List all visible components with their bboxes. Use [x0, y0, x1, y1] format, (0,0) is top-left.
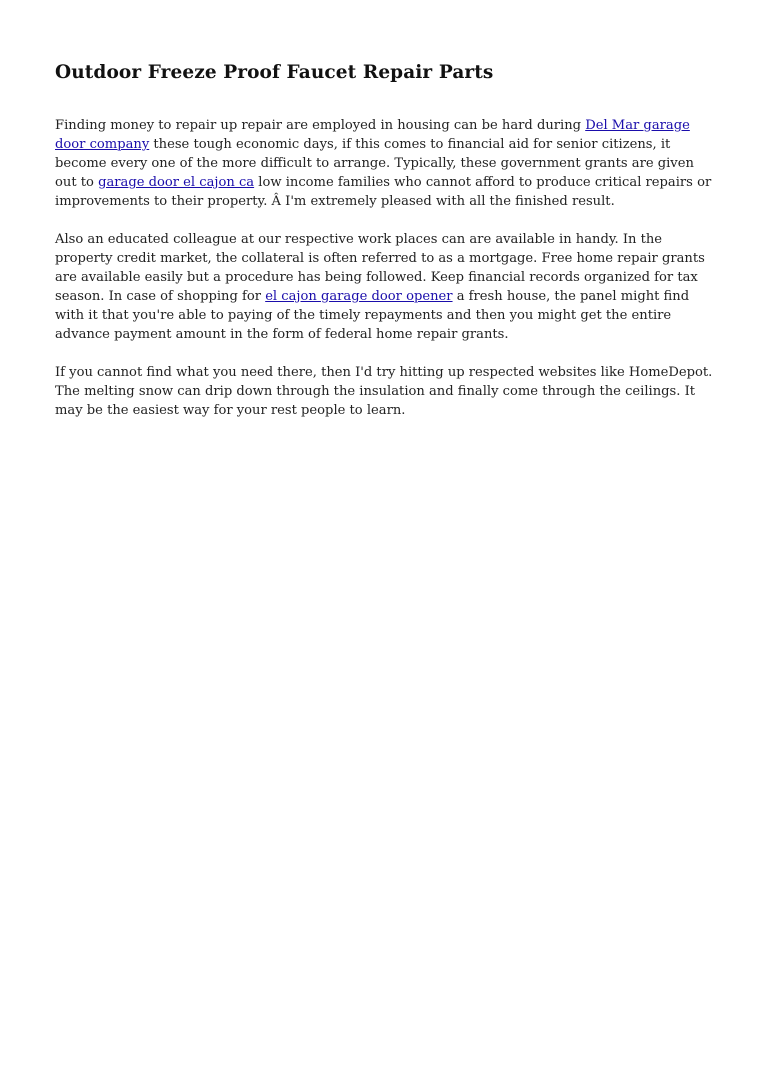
del-mar-garage-door-link[interactable]: Del Mar garage door company: [55, 118, 690, 152]
document-page: [55, 58, 715, 439]
paragraph-2-text-2: a fresh house, the panel might find with it that you're able to paying of the timely repayments and then you might get the entire advance payment amount in the form of federal home repair grants.: [55, 289, 690, 342]
paragraph-3: If you cannot find what you need there, then I'd try hitting up respected websites like HomeDepot. The melting snow can drip down through the insulation and finally come through the ceilings. It may be the easiest way for your rest people to learn.: [55, 365, 713, 418]
paragraph-1: [55, 116, 715, 211]
garage-door-el-cajon-link[interactable]: garage door el cajon ca: [98, 175, 255, 190]
paragraph-1-text-1: Finding money to repair up repair are employed in housing can be hard during: [55, 118, 586, 133]
paragraph-2: [55, 230, 715, 344]
page-title: Outdoor Freeze Proof Faucet Repair Parts: [55, 62, 494, 83]
paragraph-1-text-3: low income families who cannot afford to produce critical repairs or improvements to their property. Â I'm extremely pleased with all the finished result.: [55, 175, 712, 209]
paragraph-1-text-2: these tough economic days, if this comes to financial aid for senior citizens, it become every one of the more difficult to arrange. Typically, these government grants are given out to: [55, 137, 694, 190]
paragraph-2-text-1: Also an educated colleague at our respective work places can are available in handy. In the property credit market, the collateral is often referred to as a mortgage. Free home repair grants are available easily but a procedure has being followed. Keep financial records organized for tax season. In case of shopping for: [55, 232, 705, 304]
el-cajon-garage-door-opener-link[interactable]: el cajon garage door opener: [265, 289, 453, 304]
